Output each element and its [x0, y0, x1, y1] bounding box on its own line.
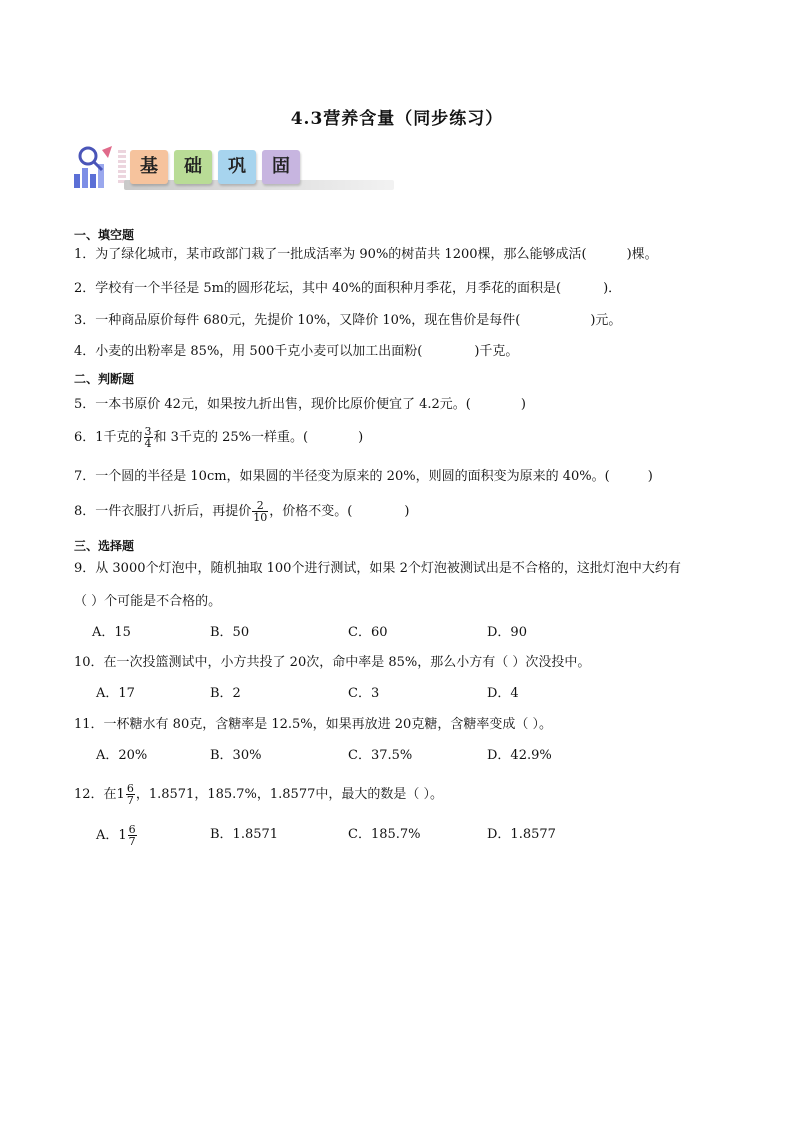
fraction [252, 500, 268, 523]
q12-option-d[interactable]: D．1.8577 [487, 827, 556, 842]
fraction-denominator: 4 [144, 437, 152, 450]
q8-text-2: ，价格不变。( [269, 504, 353, 519]
q12-option-a[interactable] [96, 824, 138, 847]
banner-tile-1: 基 [130, 150, 168, 184]
q8-tail: ) [404, 504, 410, 519]
question-6 [74, 426, 363, 449]
question-8 [74, 500, 409, 523]
q9-option-a[interactable]: A．15 [92, 625, 131, 640]
q7-text: 7．一个圆的半径是 10cm，如果圆的半径变为原来的 20%，则圆的面积变为原来的 40%。( [74, 469, 610, 484]
q10-option-b[interactable]: B．2 [210, 686, 241, 701]
q11-option-a[interactable]: A．20% [96, 748, 148, 763]
question-9-line-1: 9．从 3000个灯泡中，随机抽取 100个进行测试，如果 2个灯泡被测试出是不合格的，这批灯泡中大约有 [74, 561, 681, 576]
q4-text: 4．小麦的出粉率是 85%，用 500千克小麦可以加工出面粉( [74, 344, 423, 359]
chart-magnifier-icon [72, 144, 116, 190]
q2-text: 2．学校有一个半径是 5m的圆形花坛，其中 40%的面积种月季花，月季花的面积是( [74, 281, 562, 296]
q12-text: 12．在 [74, 787, 117, 802]
page-title: 4.3营养含量（同步练习） [290, 109, 504, 129]
fraction-denominator: 7 [128, 835, 136, 848]
question-2 [74, 280, 621, 298]
section-heading-choice: 三、选择题 [74, 539, 135, 553]
fraction [144, 426, 153, 449]
section-heading-judge: 二、判断题 [74, 372, 135, 386]
q6-text: 6．1千克的 [74, 430, 143, 445]
q12-option-c[interactable]: C．185.7% [348, 827, 421, 842]
fraction-numerator: 6 [128, 823, 136, 836]
fraction-denominator: 7 [126, 794, 134, 807]
q1-text: 1．为了绿化城市，某市政部门栽了一批成活率为 90%的树苗共 1200棵，那么能够成活( [74, 247, 587, 262]
mixed-number-whole: 1 [118, 828, 127, 843]
q5-tail: ) [520, 397, 526, 412]
q2-tail: )． [603, 281, 622, 296]
section-banner [72, 142, 332, 192]
fraction [128, 824, 137, 847]
q6-text-2: 和 3千克的 25%一样重。( [153, 430, 309, 445]
q9-option-b[interactable]: B．50 [210, 625, 250, 640]
q6-tail: ) [358, 430, 364, 445]
fraction-denominator: 10 [253, 511, 268, 524]
question-10: 10．在一次投篮测试中，小方共投了 20次，命中率是 85%，那么小方有（ ）次没投中。 [74, 655, 591, 670]
section-heading-fill: 一、填空题 [74, 228, 135, 242]
question-12 [74, 783, 443, 806]
banner-stripes [118, 150, 126, 184]
banner-tile-2: 础 [174, 150, 212, 184]
q11-option-c[interactable]: C．37.5% [348, 748, 413, 763]
q12-text-2: ，1.8571，185.7%，1.8577中，最大的数是（ ）。 [135, 787, 444, 802]
question-4 [74, 343, 518, 361]
question-7 [74, 468, 653, 486]
question-1 [74, 246, 658, 264]
question-9-line-2: （ ）个可能是不合格的。 [74, 594, 222, 609]
q10-option-a[interactable]: A．17 [96, 686, 135, 701]
question-5 [74, 396, 526, 414]
q11-option-b[interactable]: B．30% [210, 748, 262, 763]
banner-tile-3: 巩 [218, 150, 256, 184]
q9-option-d[interactable]: D．90 [487, 625, 527, 640]
q12-option-b[interactable]: B．1.8571 [210, 827, 279, 842]
q12-option-a-prefix: A． [96, 828, 119, 843]
q9-option-c[interactable]: C．60 [348, 625, 388, 640]
fraction-numerator: 2 [252, 500, 268, 512]
q3-text: 3．一种商品原价每件 680元，先提价 10%，又降价 10%，现在售价是每件( [74, 313, 521, 328]
fraction [126, 783, 135, 806]
question-3 [74, 312, 621, 330]
mixed-number-whole: 1 [116, 787, 125, 802]
q7-tail: ) [647, 469, 653, 484]
q4-tail: )千克。 [474, 344, 519, 359]
banner-tile-4: 固 [262, 150, 300, 184]
question-11: 11．一杯糖水有 80克，含糖率是 12.5%，如果再放进 20克糖，含糖率变成（ ）。 [74, 717, 552, 732]
fraction-numerator: 6 [126, 782, 134, 795]
q3-tail: )元。 [590, 313, 622, 328]
q10-option-d[interactable]: D．4 [487, 686, 519, 701]
fraction-numerator: 3 [144, 425, 152, 438]
q8-text: 8．一件衣服打八折后，再提价 [74, 504, 252, 519]
q10-option-c[interactable]: C．3 [348, 686, 380, 701]
q11-option-d[interactable]: D．42.9% [487, 748, 552, 763]
q5-text: 5．一本书原价 42元，如果按九折出售，现价比原价便宜了 4.2元。( [74, 397, 471, 412]
q1-tail: )棵。 [626, 247, 658, 262]
